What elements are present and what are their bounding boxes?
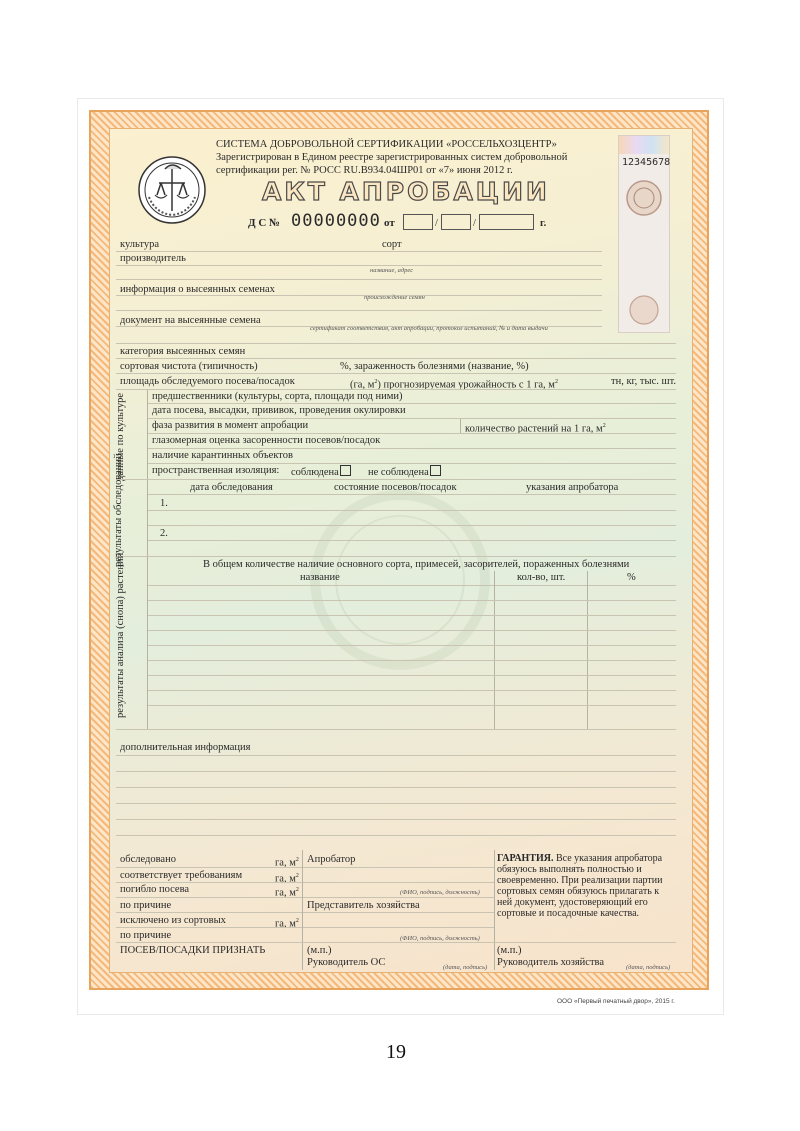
hologram-strip	[619, 136, 669, 154]
date-year-field[interactable]	[479, 214, 534, 230]
row-weed-assessment: глазомерная оценка засоренности посевов/посадок	[152, 435, 381, 446]
row-isolation: пространственная изоляция:	[152, 465, 280, 476]
printer-footer: ООО «Первый печатный двор», 2015 г.	[557, 998, 675, 1005]
hint-producer: название, адрес	[370, 267, 414, 274]
col-name: название	[300, 572, 340, 583]
label-compliant: соответствует требованиям	[120, 870, 243, 881]
label-seed-info: информация о высеянных семенах	[120, 284, 275, 295]
date-month-field[interactable]	[441, 214, 471, 230]
row-plants-count: количество растений на 1 га, $м^2$	[465, 423, 606, 435]
label-additional-info: дополнительная информация	[120, 742, 251, 753]
header-reg-number: сертификации рег. № РОСС RU.B934.04ШР01 от «7» июня 2012 г.	[216, 165, 513, 176]
mp-os: (м.п.)	[307, 945, 332, 956]
guarantee-line-2: обязуюсь выполнять полностью и	[497, 864, 642, 875]
label-category: категория высеянных семян	[120, 346, 246, 357]
observed-checkbox[interactable]	[340, 465, 351, 476]
guarantee-line-6: сортовые и посадочные качества.	[497, 908, 640, 919]
hologram-seal-icon	[624, 178, 664, 218]
page-title: АКТ АПРОБАЦИИ	[262, 177, 550, 206]
year-suffix: г.	[540, 218, 547, 229]
doc-date-label: от	[384, 217, 395, 229]
watermark-seal-inner	[335, 515, 465, 645]
label-approbator: Апробатор	[307, 854, 356, 865]
label-reason-1: по причине	[120, 900, 172, 911]
hint-date-sig-2: (дата, подпись)	[626, 964, 671, 971]
isolation-not-observed-option[interactable]: не соблюдена	[368, 465, 441, 479]
row-sowing-date: дата посева, высадки, прививок, проведения окулировки	[152, 405, 406, 416]
hint-fio-1: (ФИО, подпись, должность)	[400, 889, 480, 896]
not-observed-checkbox[interactable]	[430, 465, 441, 476]
row-development-phase: фаза развития в момент апробации	[152, 420, 309, 431]
isolation-observed-option[interactable]: соблюдена	[291, 465, 351, 479]
label-excluded: исключено из сортовых	[120, 915, 226, 926]
section-analysis-label: результаты анализа (снопа) растений	[115, 552, 126, 718]
hint-seed-info: происхождение семян	[364, 294, 425, 301]
section-survey-label: результаты обследований	[113, 453, 124, 567]
label-area-unit: (га, $м^2$) прогнозируемая урожайность с 1 га, $м^2$	[350, 379, 558, 391]
label-area-units: тн, кг, тыс. шт.	[611, 376, 676, 387]
label-recognized: ПОСЕВ/ПОСАДКИ ПРИЗНАТЬ	[120, 945, 266, 956]
hint-date-sig-1: (дата, подпись)	[443, 964, 488, 971]
col-count: кол-во, шт.	[517, 572, 566, 583]
label-owner-rep: Представитель хозяйства	[307, 900, 420, 911]
label-reason-2: по причине	[120, 930, 172, 941]
label-head-os: Руководитель ОС	[307, 957, 386, 968]
mp-farm: (м.п.)	[497, 945, 522, 956]
hint-fio-2: (ФИО, подпись, должность)	[400, 935, 480, 942]
col-survey-date: дата обследования	[190, 482, 273, 493]
label-seed-doc: документ на высеянные семена	[120, 315, 261, 326]
label-head-farm: Руководитель хозяйства	[497, 957, 605, 968]
label-culture: культура	[120, 239, 159, 250]
label-producer: производитель	[120, 253, 186, 264]
guarantee-line-5: ней документ, удостоверяющий его	[497, 897, 648, 908]
guarantee-line-3: своевременно. При реализации партии	[497, 875, 663, 886]
survey-row-1: 1.	[160, 498, 168, 509]
guarantee-line-1: ГАРАНТИЯ. Все указания апробатора	[497, 853, 663, 864]
hologram-seal-small-icon	[624, 290, 664, 330]
emblem-icon	[137, 155, 207, 225]
label-surveyed: обследовано	[120, 854, 176, 865]
col-approbator-instructions: указания апробатора	[526, 482, 619, 493]
label-area: площадь обследуемого посева/посадок	[120, 376, 295, 387]
hint-seed-doc: сертификат соответствия, акт апробации, протокол испытаний, № и дата выдачи	[310, 325, 548, 332]
row-predecessors: предшественники (культуры, сорта, площади под ними)	[152, 391, 403, 402]
guarantee-line-4: сортовых семян обязуюсь прилагать к	[497, 886, 660, 897]
label-infection: %, зараженность болезнями (название, %)	[340, 361, 529, 372]
col-crop-state: состояние посевов/посадок	[334, 482, 457, 493]
doc-number-prefix: Д С №	[248, 217, 281, 229]
header-system: СИСТЕМА ДОБРОВОЛЬНОЙ СЕРТИФИКАЦИИ «РОССЕЛЬХОЗЦЕНТР»	[216, 139, 557, 150]
section-culture-label: данные по культуре	[115, 392, 126, 481]
survey-row-2: 2.	[160, 528, 168, 539]
doc-number[interactable]: 00000000	[291, 211, 381, 231]
analysis-caption: В общем количестве наличие основного сорта, примесей, засорителей, пораженных болезнями	[203, 559, 630, 570]
row-quarantine: наличие карантинных объектов	[152, 450, 293, 461]
col-percent: %	[627, 572, 636, 583]
label-purity: сортовая чистота (типичность)	[120, 361, 258, 372]
header-registry: Зарегистрирован в Едином реестре зарегистрированных систем добровольной	[216, 152, 568, 163]
date-day-field[interactable]	[403, 214, 433, 230]
label-perished: погибло посева	[120, 884, 190, 895]
hologram-serial: 12345678	[622, 157, 671, 168]
page-number: 19	[386, 1041, 406, 1063]
label-sort: сорт	[382, 239, 402, 250]
